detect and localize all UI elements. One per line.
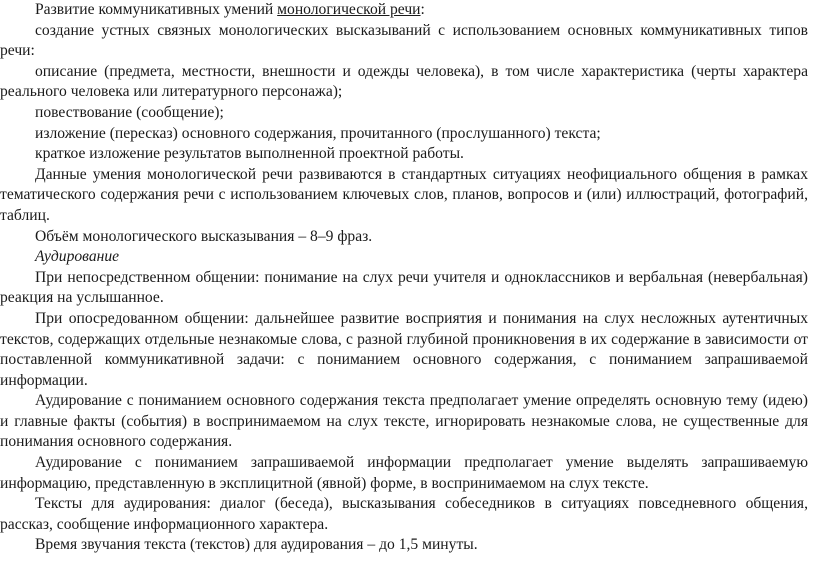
monologue-speech-term: монологической речи xyxy=(277,1,421,18)
intro-colon: : xyxy=(420,1,425,18)
paragraph-direct-communication: При непосредственном общении: понимание на слух речи учителя и одноклассников и вербальная (невербальная) реакция на услышанное. xyxy=(0,268,808,307)
paragraph-creation: создание устных связных монологических высказываний с использованием основных коммуникативных типов речи: xyxy=(0,21,808,60)
paragraph-retelling: изложение (пересказ) основного содержания, прочитанного (прослушанного) текста; xyxy=(35,124,601,142)
paragraph-requested-info-listening: Аудирование с пониманием запрашиваемой информации предполагает умение выделять запрашиваемую информацию, представленную в эксплицитной (явной) форме, в воспринимаемом на слух тексте. xyxy=(0,454,808,492)
paragraph-narration: повествование (сообщение); xyxy=(35,103,224,121)
paragraph-description: описание (предмета, местности, внешности и одежды человека), в том числе характеристика (черты характера реального человека или литературного персонажа); xyxy=(0,62,808,101)
section-heading-listening: Аудирование xyxy=(35,248,120,266)
paragraph-mediated-communication: При опосредованном общении: дальнейшее развитие восприятия и понимания на слух несложных аутентичных текстов, содержащих отдельные незнакомые слова, с разной глубиной проникновения в их содержание в зависимости от поставленной коммуникативной задачи: с пониманием основного содержания, с пониманием запрашиваемой информации. xyxy=(0,309,808,389)
paragraph-main-content-listening: Аудирование с пониманием основного содержания текста предполагает умение определять основную тему (идею) и главные факты (события) в воспринимаемом на слух тексте, игнорировать незнакомые слова, не существенные для понимания основного содержания. xyxy=(0,392,808,451)
paragraph-project-summary: краткое изложение результатов выполненной проектной работы. xyxy=(35,145,464,163)
paragraph-intro xyxy=(0,0,808,21)
intro-text: Развитие коммуникативных умений xyxy=(35,1,278,18)
paragraph-skills-context: Данные умения монологической речи развиваются в стандартных ситуациях неофициального общения в рамках тематического содержания речи с использованием ключевых слов, планов, вопросов и (или) иллюстраций, фотографий, таблиц. xyxy=(0,165,808,224)
paragraph-listening-texts: Тексты для аудирования: диалог (беседа), высказывания собеседников в ситуациях повседневного общения, рассказ, сообщение информационного характера. xyxy=(0,495,808,533)
paragraph-volume: Объём монологического высказывания – 8–9 фраз. xyxy=(35,227,373,245)
paragraph-listening-duration: Время звучания текста (текстов) для аудирования – до 1,5 минуты. xyxy=(35,536,478,554)
